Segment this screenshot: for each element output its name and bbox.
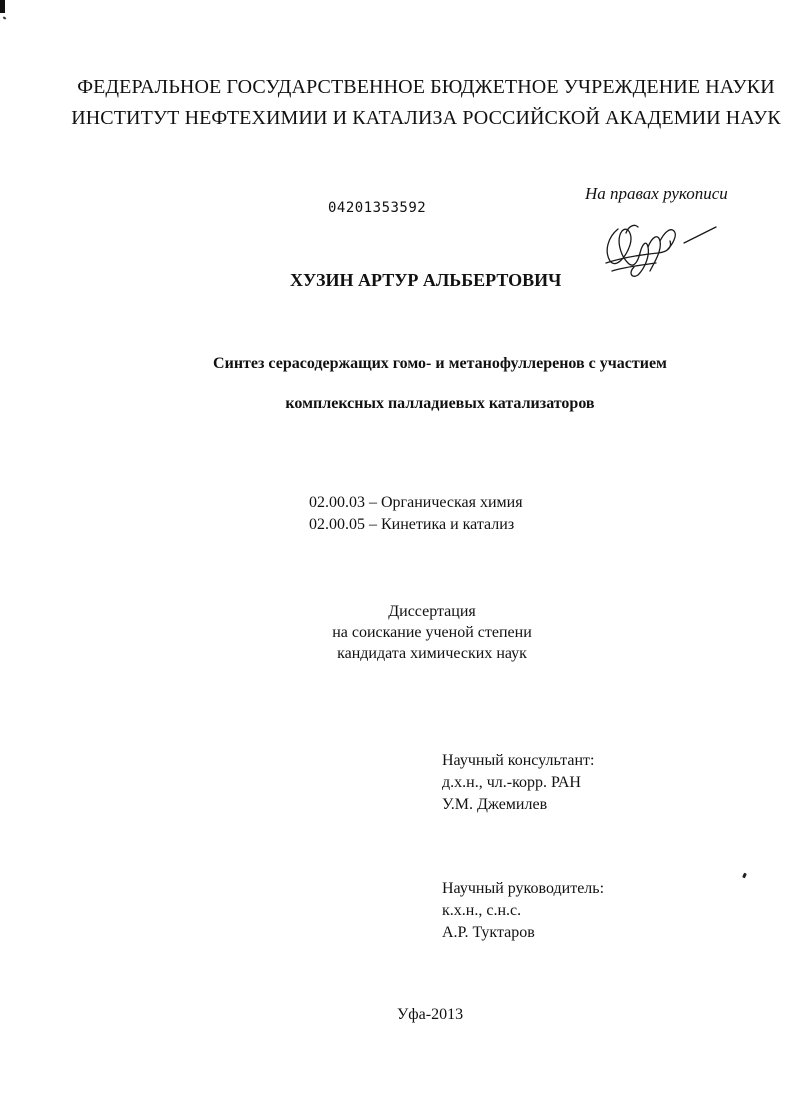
organization-line-2: ИНСТИТУТ НЕФТЕХИМИИ И КАТАЛИЗА РОССИЙСКОЙ АКАДЕМИИ НАУК [71, 107, 781, 129]
author-name: ХУЗИН АРТУР АЛЬБЕРТОВИЧ [290, 270, 562, 290]
scan-edge-tick [3, 16, 7, 19]
scientific-consultant-block [442, 750, 594, 816]
degree-purpose: на соискание ученой степени [332, 624, 532, 641]
scientific-supervisor-block [442, 878, 604, 944]
manuscript-rights-note: На правах рукописи [585, 184, 728, 203]
supervisor-label: Научный руководитель: [442, 880, 605, 897]
specialty-1: 02.00.03 – Органическая химия [309, 494, 523, 511]
author-signature [598, 217, 723, 287]
supervisor-name: А.Р. Туктаров [442, 924, 535, 941]
consultant-degree: д.х.н., чл.-корр. РАН [442, 774, 581, 791]
dissertation-title-line-1: Синтез серасодержащих гомо- и метанофуллеренов с участием [213, 355, 667, 372]
dissertation-title-line-2: комплексных палладиевых катализаторов [285, 395, 595, 412]
scan-edge-mark [0, 0, 5, 13]
place-and-year: Уфа-2013 [396, 1006, 464, 1023]
supervisor-degree: к.х.н., с.н.с. [442, 902, 522, 919]
degree-name: кандидата химических наук [337, 645, 527, 662]
consultant-label: Научный консультант: [442, 752, 595, 769]
dissertation-type: Диссертация [388, 603, 476, 620]
organization-line-1: ФЕДЕРАЛЬНОЕ ГОСУДАРСТВЕННОЕ БЮДЖЕТНОЕ УЧРЕЖДЕНИЕ НАУКИ [77, 76, 775, 98]
consultant-name: У.М. Джемилев [442, 796, 548, 813]
registry-number: 04201353592 [328, 200, 427, 216]
scan-speck [742, 873, 747, 879]
specialty-2: 02.00.05 – Кинетика и катализ [309, 516, 515, 533]
